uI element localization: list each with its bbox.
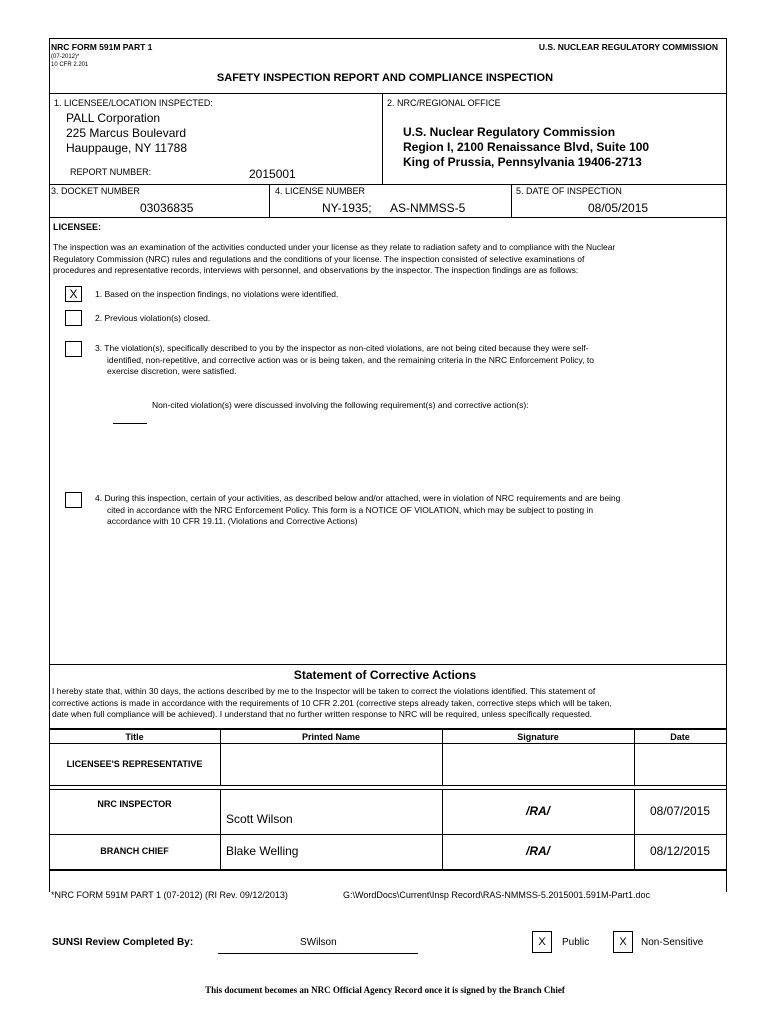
non-sensitive-label: Non-Sensitive [641,937,704,948]
report-number-label: REPORT NUMBER: [70,167,152,177]
item-2-checkbox[interactable] [65,310,82,326]
item-2-text: 2. Previous violation(s) closed. [95,313,211,323]
header-printed-name: Printed Name [301,732,361,742]
header-title: Title [125,732,144,742]
inspection-date: 08/05/2015 [588,201,649,215]
item-3-text: 3. The violation(s), specifically described to you by the inspector as non-cited violations, are not being cited because they were self- identified, non-repetitive, and corrective action was or is being taken, and the remaining criteria in the NRC Enforcement Policy, to exercise discretion, were satisfied. [95,343,594,376]
noncited-blank-line [113,423,147,424]
inspector-signature: /RA/ [526,804,550,818]
licensee-heading: LICENSEE: [53,222,102,232]
docket-number: 03036835 [140,201,194,215]
document-path: G:\WordDocs\Current\Insp Record\RAS-NMMSS-5.2015001.591M-Part1.doc [343,890,650,900]
licensee-street: 225 Marcus Boulevard [66,126,187,140]
non-sensitive-checkbox[interactable]: X [613,931,633,953]
license-number-2: AS-NMMSS-5 [390,201,466,215]
item-1-text: 1. Based on the inspection findings, no violations were identified. [95,289,339,299]
right-border [726,38,727,892]
branch-chief-signature: /RA/ [526,844,550,858]
license-number-1: NY-1935; [322,201,372,215]
licensee-city: Hauppauge, NY 11788 [66,141,187,155]
inspector-title: NRC INSPECTOR [97,799,172,809]
inspector-name: Scott Wilson [226,812,293,826]
licensee-name: PALL Corporation [66,111,161,125]
licensee-location-label: 1. LICENSEE/LOCATION INSPECTED: [54,98,213,108]
cfr-ref: 10 CFR 2.201 [51,62,89,68]
form-title: SAFETY INSPECTION REPORT AND COMPLIANCE INSPECTION [216,72,554,84]
header-divider [49,93,727,94]
public-label: Public [562,937,590,948]
item-4-text: 4. During this inspection, certain of your activities, as described below and/or attached, were in violation of NRC requirements and are being cited in accordance with the NRC Enforcement Policy. This form is a NOTICE OF VIOLATION, which may be subject to posting in accordance with 10 CFR 19.11. (Violations and Corrective Actions) [95,493,621,526]
inspection-intro: The inspection was an examination of the activities conducted under your license as they relate to radiation safety and to compliance with the Nuclear Regulatory Commission (NRC) rules and regulations and the conditions of your license. The inspection consisted of selective examinations of procedures and representative records, interviews with personnel, and observations by the inspector. The inspection findings are as follows: [53,242,616,275]
sunsi-name: SWilson [300,937,337,948]
statement-heading: Statement of Corrective Actions [293,668,477,682]
inspector-date: 08/07/2015 [649,804,711,818]
form-revision: *NRC FORM 591M PART 1 (07-2012) (RI Rev. 09/12/2013) [51,890,288,900]
statement-text: I hereby state that, within 30 days, the actions described by me to the Inspector will be taken to correct the violations identified. This statement of corrective actions is made in accordance with the requirements of 10 CFR 2.201 (corrective steps already taken, corrective steps which will be taken, date when full compliance will be achieved). I understand that no further written response to NRC will be required, unless specifically requested. [52,686,612,719]
docket-label: 3. DOCKET NUMBER [51,186,140,196]
office-line3: King of Prussia, Pennsylvania 19406-2713 [403,155,642,169]
item-3-checkbox[interactable] [65,341,82,357]
report-number: 2015001 [249,167,296,181]
branch-chief-title: BRANCH CHIEF [100,846,169,856]
inspection-date-label: 5. DATE OF INSPECTION [516,186,622,196]
top-border [49,38,727,39]
item-4-checkbox[interactable] [65,492,82,508]
regional-office-label: 2. NRC/REGIONAL OFFICE [387,98,501,108]
license-label: 4. LICENSE NUMBER [275,186,366,196]
sunsi-line [218,953,418,954]
office-line1: U.S. Nuclear Regulatory Commission [403,125,616,139]
agency-name: U.S. NUCLEAR REGULATORY COMMISSION [538,42,718,52]
licensee-rep-title: LICENSEE'S REPRESENTATIVE [66,759,203,769]
public-checkbox[interactable]: X [532,931,552,953]
header-signature: Signature [517,732,559,742]
sunsi-label: SUNSI Review Completed By: [52,937,194,948]
branch-chief-date: 08/12/2015 [649,844,711,858]
item-1-checkbox[interactable]: X [65,286,82,302]
noncited-text: Non-cited violation(s) were discussed involving the following requirement(s) and corrective action(s): [152,400,529,410]
form-date: (07-2012)* [51,54,80,60]
office-line2: Region I, 2100 Renaissance Blvd, Suite 100 [403,140,650,154]
header-date: Date [670,732,690,742]
official-record-notice: This document becomes an NRC Official Agency Record once it is signed by the Branch Chief [205,985,565,995]
form-id: NRC FORM 591M PART 1 [51,42,153,52]
branch-chief-name: Blake Welling [226,844,299,858]
